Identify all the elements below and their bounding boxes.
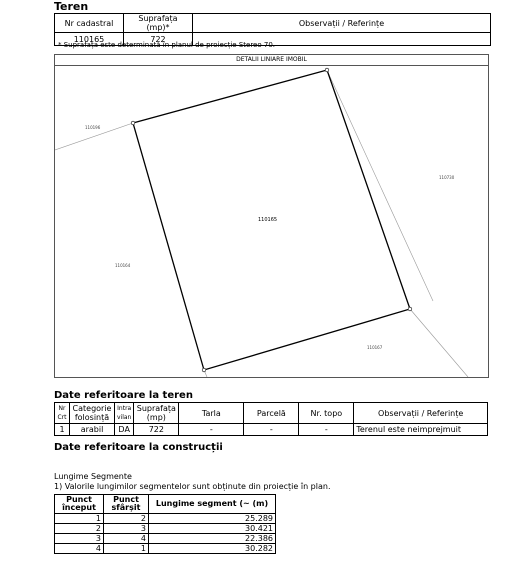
header-suprafata: Suprafața (mp)* — [124, 14, 193, 33]
neighbor-label-w: 110164 — [115, 263, 131, 268]
header-parcela: Parcelă — [244, 403, 299, 424]
date-constructii-title: Date referitoare la construcții — [54, 442, 223, 453]
header-observatii: Observații / Referințe — [193, 14, 491, 33]
neighbor-label-e: 110730 — [439, 175, 455, 180]
suprafata-note: * Suprafața este determinată în planul de proiecție Stereo 70. — [58, 41, 276, 49]
cell-start: 2 — [55, 524, 104, 534]
vertex-marker — [325, 68, 329, 72]
segmente-table — [54, 494, 276, 554]
header-punct-sfarsit: Punct sfârșit — [104, 495, 149, 514]
cell-end: 4 — [104, 534, 149, 544]
vertex-marker — [408, 307, 412, 311]
neighbor-label-s: 110167 — [367, 345, 383, 350]
cell-suprafata: 722 — [134, 424, 179, 436]
cell-start: 1 — [55, 514, 104, 524]
cell-end: 3 — [104, 524, 149, 534]
date-teren-table — [54, 402, 488, 436]
header-nr-topo: Nr. topo — [299, 403, 354, 424]
header-intravilan: Intra vilan — [115, 403, 134, 424]
cell-parcela: - — [244, 424, 299, 436]
cell-start: 4 — [55, 544, 104, 554]
cell-categorie: arabil — [70, 424, 115, 436]
table-row — [55, 534, 276, 544]
header-categorie: Categorie folosință — [70, 403, 115, 424]
date-teren-title: Date referitoare la teren — [54, 390, 193, 401]
table-row — [55, 524, 276, 534]
segmente-note: 1) Valorile lungimilor segmentelor sunt obținute din proiecție în plan. — [54, 482, 331, 491]
vertex-marker — [202, 368, 206, 372]
header-lungime: Lungime segment (~ (m) — [149, 495, 276, 514]
cell-length: 30.282 — [149, 544, 276, 554]
plan-panel — [54, 54, 489, 378]
header-nr-crt: Nr Crt — [55, 403, 70, 424]
table-row — [55, 544, 276, 554]
cell-suprafata: 722 — [124, 33, 193, 46]
cell-nr-crt: 1 — [55, 424, 70, 436]
cell-nr-topo: - — [299, 424, 354, 436]
header-tarla: Tarla — [179, 403, 244, 424]
header-nr-cadastral: Nr cadastral — [55, 14, 124, 33]
cell-nr-cadastral: 110165 — [55, 33, 124, 46]
cell-observatii: Terenul este neimprejmuit — [354, 424, 488, 436]
parcel-label: 110165 — [258, 217, 278, 223]
cell-tarla: - — [179, 424, 244, 436]
segmente-title: Lungime Segmente — [54, 472, 132, 481]
header-observatii: Observații / Referințe — [354, 403, 488, 424]
plan-title: DETALII LINIARE IMOBIL — [55, 55, 488, 66]
neighbor-boundary-se — [410, 309, 468, 377]
cell-length: 25.289 — [149, 514, 276, 524]
cell-start: 3 — [55, 534, 104, 544]
header-suprafata: Suprafața (mp) — [134, 403, 179, 424]
table-row — [55, 514, 276, 524]
vertex-marker — [131, 121, 135, 125]
cell-length: 30.421 — [149, 524, 276, 534]
header-punct-inceput: Punct început — [55, 495, 104, 514]
teren-title: Teren — [54, 0, 89, 13]
neighbor-label-nw: 110196 — [85, 125, 101, 130]
plan-drawing — [55, 66, 488, 377]
cell-length: 22.386 — [149, 534, 276, 544]
cell-intravilan: DA — [115, 424, 134, 436]
cell-end: 1 — [104, 544, 149, 554]
neighbor-boundary-ne — [326, 68, 433, 301]
cell-end: 2 — [104, 514, 149, 524]
